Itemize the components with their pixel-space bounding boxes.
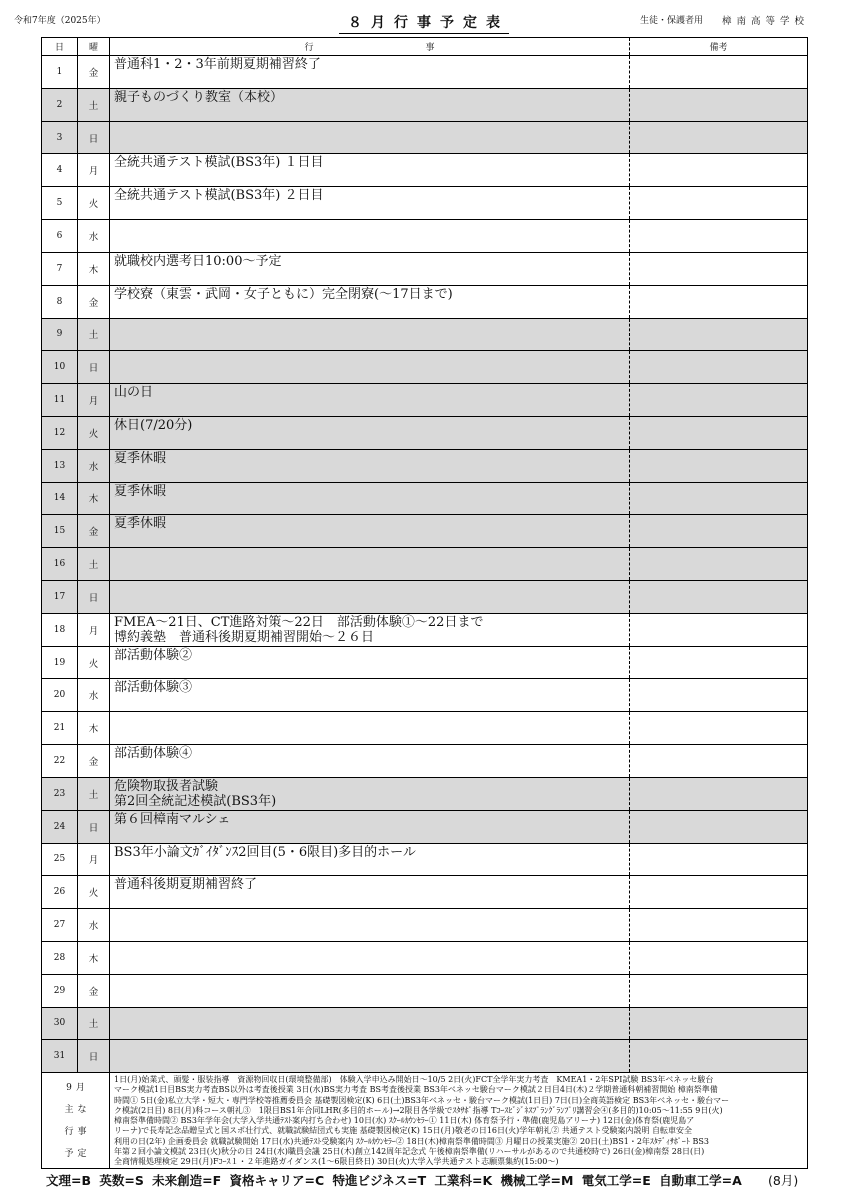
- day-number: 2: [42, 89, 78, 121]
- note-cell: [630, 515, 807, 547]
- event-cell: [110, 450, 630, 482]
- note-cell: [630, 942, 807, 974]
- audience-label: 生徒・保護者用: [640, 16, 704, 26]
- day-number: 23: [42, 778, 78, 810]
- note-cell: [630, 712, 807, 744]
- day-row: [42, 286, 807, 319]
- next-month-text-line: リーナ)で長寿記念品贈呈式と国スポ壮行式、就職試験結団式も実施 基礎製図検定(K) 15日(月)敬老の日16日(火)学年朝礼② 共通テスト受験案内説明 自転車安全: [114, 1126, 693, 1136]
- event-cell: [110, 122, 630, 154]
- table-header: [42, 38, 807, 56]
- day-row: [42, 450, 807, 483]
- event-text: 就職校内選考日10:00～予定: [114, 253, 282, 269]
- event-text: 部活動体験④: [114, 746, 193, 762]
- weekday: 水: [78, 679, 110, 711]
- event-cell: [110, 351, 630, 383]
- event-cell: [110, 253, 630, 285]
- next-month-text-line: 年第２回小論文模試 23日(火)秋分の日 24日(水)職員会議 25日(木)創立142周年記念式 午後樟南祭準備(リハーサルがあるので共通校時で) 26日(金)樟南祭 28日(日): [114, 1147, 705, 1157]
- day-number: 13: [42, 450, 78, 482]
- note-cell: [630, 1008, 807, 1040]
- page-title: ８月行事予定表: [339, 15, 509, 34]
- weekday: 土: [78, 1008, 110, 1040]
- event-cell: [110, 844, 630, 876]
- event-text: 危険物取扱者試験: [114, 778, 219, 794]
- weekday: 日: [78, 581, 110, 613]
- day-row: [42, 1040, 807, 1073]
- next-month-text-line: マーク模試1日目BS実力考査BS以外は考査後授業 3日(水)BS実力考査 BS考査後授業 BS3年ベネッセ駿台マーク模試２日目4日(木)２学期普通科朝補習開始 樟南祭準備: [114, 1085, 718, 1095]
- weekday: 土: [78, 778, 110, 810]
- day-row: [42, 942, 807, 975]
- event-text: FMEA～21日、CT進路対策～22日 部活動体験①～22日まで: [114, 614, 484, 630]
- event-cell: [110, 154, 630, 186]
- note-cell: [630, 647, 807, 679]
- header-note: 備考: [709, 43, 728, 53]
- weekday: 金: [78, 286, 110, 318]
- note-cell: [630, 187, 807, 219]
- note-cell: [630, 548, 807, 580]
- event-cell: [110, 975, 630, 1007]
- day-row: [42, 745, 807, 778]
- day-row: [42, 844, 807, 877]
- event-cell: [110, 942, 630, 974]
- day-number: 21: [42, 712, 78, 744]
- day-row: [42, 515, 807, 548]
- title-wrap: [0, 12, 848, 34]
- weekday: 火: [78, 876, 110, 908]
- event-text: 休日(7/20分): [114, 417, 193, 433]
- event-cell: [110, 909, 630, 941]
- day-row: [42, 975, 807, 1008]
- note-cell: [630, 384, 807, 416]
- event-text: 夏季休暇: [114, 450, 167, 466]
- next-month-text-line: 時間① 5日(金)私立大学・短大・専門学校等推薦委員会 基礎製図検定(K) 6日(土)BS3年ベネッセ・駿台マーク模試(1日目) 7日(日)全商英語検定 BS3年ベネッセ・駿台マー: [114, 1095, 730, 1105]
- event-text: 部活動体験②: [114, 647, 193, 663]
- note-cell: [630, 745, 807, 777]
- next-month-label-line: 予定: [64, 1149, 91, 1160]
- note-cell: [630, 319, 807, 351]
- day-row: [42, 89, 807, 122]
- day-number: 31: [42, 1040, 78, 1072]
- event-text: 親子ものづくり教室（本校）: [114, 89, 284, 105]
- day-number: 9: [42, 319, 78, 351]
- day-row: [42, 319, 807, 352]
- day-row: [42, 1008, 807, 1041]
- note-cell: [630, 679, 807, 711]
- weekday: 土: [78, 319, 110, 351]
- note-cell: [630, 56, 807, 88]
- note-cell: [630, 417, 807, 449]
- day-row: [42, 909, 807, 942]
- event-text: 全統共通テスト模試(BS3年) ２日目: [114, 188, 324, 204]
- weekday: 日: [78, 351, 110, 383]
- event-cell: [110, 876, 630, 908]
- event-cell: [110, 286, 630, 318]
- header-event: [110, 38, 630, 55]
- day-number: 7: [42, 253, 78, 285]
- day-row: [42, 417, 807, 450]
- event-cell: [110, 1040, 630, 1072]
- day-number: 18: [42, 614, 78, 646]
- event-text: 第2回全統記述模試(BS3年): [114, 794, 277, 810]
- weekday: 金: [78, 975, 110, 1007]
- day-row: [42, 647, 807, 680]
- day-number: 15: [42, 515, 78, 547]
- note-cell: [630, 122, 807, 154]
- weekday: 水: [78, 909, 110, 941]
- next-month-label-line: 主な: [64, 1104, 91, 1115]
- next-month-label-line: 9月: [66, 1082, 89, 1093]
- school-name: 樟南高等学校: [722, 16, 810, 27]
- event-text: 普通科後期夏期補習終了: [114, 877, 258, 893]
- event-cell: [110, 319, 630, 351]
- weekday: 月: [78, 154, 110, 186]
- weekday: 月: [78, 614, 110, 646]
- day-number: 16: [42, 548, 78, 580]
- next-month-section: [42, 1073, 807, 1168]
- event-text: 全統共通テスト模試(BS3年) １日目: [114, 155, 324, 171]
- day-number: 10: [42, 351, 78, 383]
- event-cell: [110, 679, 630, 711]
- event-text: 第６回樟南マルシェ: [114, 811, 231, 827]
- day-row: [42, 187, 807, 220]
- day-number: 11: [42, 384, 78, 416]
- next-month-text: [110, 1073, 807, 1168]
- day-row: [42, 614, 807, 647]
- day-row: [42, 811, 807, 844]
- note-cell: [630, 811, 807, 843]
- event-cell: [110, 647, 630, 679]
- event-cell: [110, 614, 630, 646]
- event-cell: [110, 745, 630, 777]
- header-weekday: 曜: [78, 38, 110, 55]
- note-cell: [630, 220, 807, 252]
- weekday: 日: [78, 811, 110, 843]
- schedule-table: [41, 37, 808, 1169]
- day-number: 24: [42, 811, 78, 843]
- weekday: 火: [78, 417, 110, 449]
- day-number: 8: [42, 286, 78, 318]
- event-cell: [110, 581, 630, 613]
- header-day: 日: [42, 38, 78, 55]
- day-row: [42, 220, 807, 253]
- next-month-label-line: 行事: [64, 1127, 91, 1138]
- note-cell: [630, 581, 807, 613]
- note-cell: [630, 154, 807, 186]
- weekday: 木: [78, 712, 110, 744]
- day-row: [42, 56, 807, 89]
- day-row: [42, 548, 807, 581]
- note-cell: [630, 253, 807, 285]
- note-cell: [630, 89, 807, 121]
- header-event-char-1: 行: [304, 43, 314, 53]
- note-cell: [630, 450, 807, 482]
- day-number: 6: [42, 220, 78, 252]
- event-text: 学校寮（東雲・武岡・女子ともに）完全閉寮(～17日まで): [114, 286, 453, 302]
- event-cell: [110, 548, 630, 580]
- event-text: 山の日: [114, 385, 154, 401]
- note-cell: [630, 614, 807, 646]
- day-number: 4: [42, 154, 78, 186]
- next-month-text-line: ク模試(2日目) 8日(月)科コース朝礼③ 1限目BS1年合同LHR(多目的ホール)→2限目各学級でｽﾀｻﾎﾟ指導 Tｺｰｽﾋﾞｼﾞﾈｽﾌﾟﾗﾝｸﾞﾗﾝﾌﾟﾘ講習会④(多目的)10:05～11:55 9日(火): [114, 1105, 723, 1115]
- day-row: [42, 876, 807, 909]
- day-number: 26: [42, 876, 78, 908]
- event-cell: [110, 89, 630, 121]
- day-number: 25: [42, 844, 78, 876]
- next-month-text-line: 利用の日(2年) 企画委員会 就職試験開始 17日(水)共通ﾃｽﾄ受験案内 ｽｸｰﾙｶｳﾝｾﾗｰ② 18日(木)樟南祭準備時間③ 月曜日の授業実施② 20日(土)BS1・2年ｽﾀﾃﾞｨｻﾎﾟｰﾄ BS3: [114, 1136, 709, 1146]
- event-text: 普通科1・2・3年前期夏期補習終了: [114, 57, 321, 72]
- day-row: [42, 483, 807, 516]
- weekday: 水: [78, 220, 110, 252]
- next-month-text-line: 全商情報処理検定 29日(月)Fｺｰｽ１・２年進路ガイダンス(1～6限目終日) 30日(火)大学入学共通テスト志願票集約(15:00～): [114, 1157, 559, 1167]
- day-row: [42, 384, 807, 417]
- weekday: 木: [78, 253, 110, 285]
- weekday: 月: [78, 384, 110, 416]
- note-cell: [630, 1040, 807, 1072]
- note-cell: [630, 876, 807, 908]
- day-number: 1: [42, 56, 78, 88]
- event-cell: [110, 384, 630, 416]
- day-number: 3: [42, 122, 78, 154]
- day-number: 20: [42, 679, 78, 711]
- event-text: 部活動体験③: [114, 680, 193, 696]
- weekday: 土: [78, 548, 110, 580]
- fiscal-year: 令和7年度（2025年）: [14, 16, 106, 26]
- event-cell: [110, 811, 630, 843]
- event-cell: [110, 515, 630, 547]
- weekday: 金: [78, 56, 110, 88]
- day-row: [42, 253, 807, 286]
- note-cell: [630, 286, 807, 318]
- note-cell: [630, 351, 807, 383]
- day-number: 30: [42, 1008, 78, 1040]
- event-text: 博約義塾 普通科後期夏期補習開始～２６日: [114, 630, 375, 646]
- weekday: 水: [78, 450, 110, 482]
- legend-month: (8月): [768, 1173, 799, 1188]
- event-cell: [110, 712, 630, 744]
- note-cell: [630, 844, 807, 876]
- weekday: 火: [78, 187, 110, 219]
- day-number: 12: [42, 417, 78, 449]
- weekday: 日: [78, 122, 110, 154]
- weekday: 木: [78, 942, 110, 974]
- weekday: 月: [78, 844, 110, 876]
- event-text: 夏季休暇: [114, 483, 167, 499]
- event-cell: [110, 187, 630, 219]
- event-cell: [110, 778, 630, 810]
- weekday: 土: [78, 89, 110, 121]
- course-legend: 文理=B 英数=S 未来創造=F 資格キャリア=C 特進ビジネス=T 工業科=K 機械工学=M 電気工学=E 自動車工学=A: [46, 1173, 742, 1188]
- note-cell: [630, 483, 807, 515]
- weekday: 金: [78, 745, 110, 777]
- day-number: 22: [42, 745, 78, 777]
- event-cell: [110, 56, 630, 88]
- day-number: 27: [42, 909, 78, 941]
- day-rows: [42, 56, 807, 1073]
- weekday: 金: [78, 515, 110, 547]
- event-text: 夏季休暇: [114, 516, 167, 532]
- next-month-text-line: 1日(月)始業式、頭髪・服装指導 資源物回収日(環境整備部) 体験入学申込み開始日～10/5 2日(火)FCT全学年実力考査 KMEA1・2年SPI試験 BS3年ベネッセ駿台: [114, 1075, 714, 1084]
- day-row: [42, 154, 807, 187]
- day-row: [42, 712, 807, 745]
- weekday: 木: [78, 483, 110, 515]
- day-row: [42, 679, 807, 712]
- note-cell: [630, 778, 807, 810]
- day-row: [42, 581, 807, 614]
- day-number: 19: [42, 647, 78, 679]
- day-row: [42, 351, 807, 384]
- next-month-label: [42, 1073, 110, 1168]
- weekday: 日: [78, 1040, 110, 1072]
- event-cell: [110, 1008, 630, 1040]
- day-number: 14: [42, 483, 78, 515]
- next-month-text-line: 樟南祭準備時間② BS3年学年会(大学入学共通ﾃｽﾄ案内打ち合わせ) 10日(水) ｽｸｰﾙｶｳﾝｾﾗｰ① 11日(木) 体育祭予行・準備(鹿児島アリーナ) 12日(金)体育祭(鹿児島ア: [114, 1116, 695, 1126]
- event-cell: [110, 417, 630, 449]
- event-cell: [110, 220, 630, 252]
- day-number: 17: [42, 581, 78, 613]
- event-text: BS3年小論文ｶﾞｲﾀﾞﾝｽ2回目(5・6限目)多目的ホール: [114, 844, 416, 860]
- day-number: 5: [42, 187, 78, 219]
- day-row: [42, 122, 807, 155]
- day-number: 29: [42, 975, 78, 1007]
- note-cell: [630, 975, 807, 1007]
- day-number: 28: [42, 942, 78, 974]
- event-cell: [110, 483, 630, 515]
- note-cell: [630, 909, 807, 941]
- weekday: 火: [78, 647, 110, 679]
- day-row: [42, 778, 807, 811]
- header-event-char-2: 事: [425, 43, 435, 53]
